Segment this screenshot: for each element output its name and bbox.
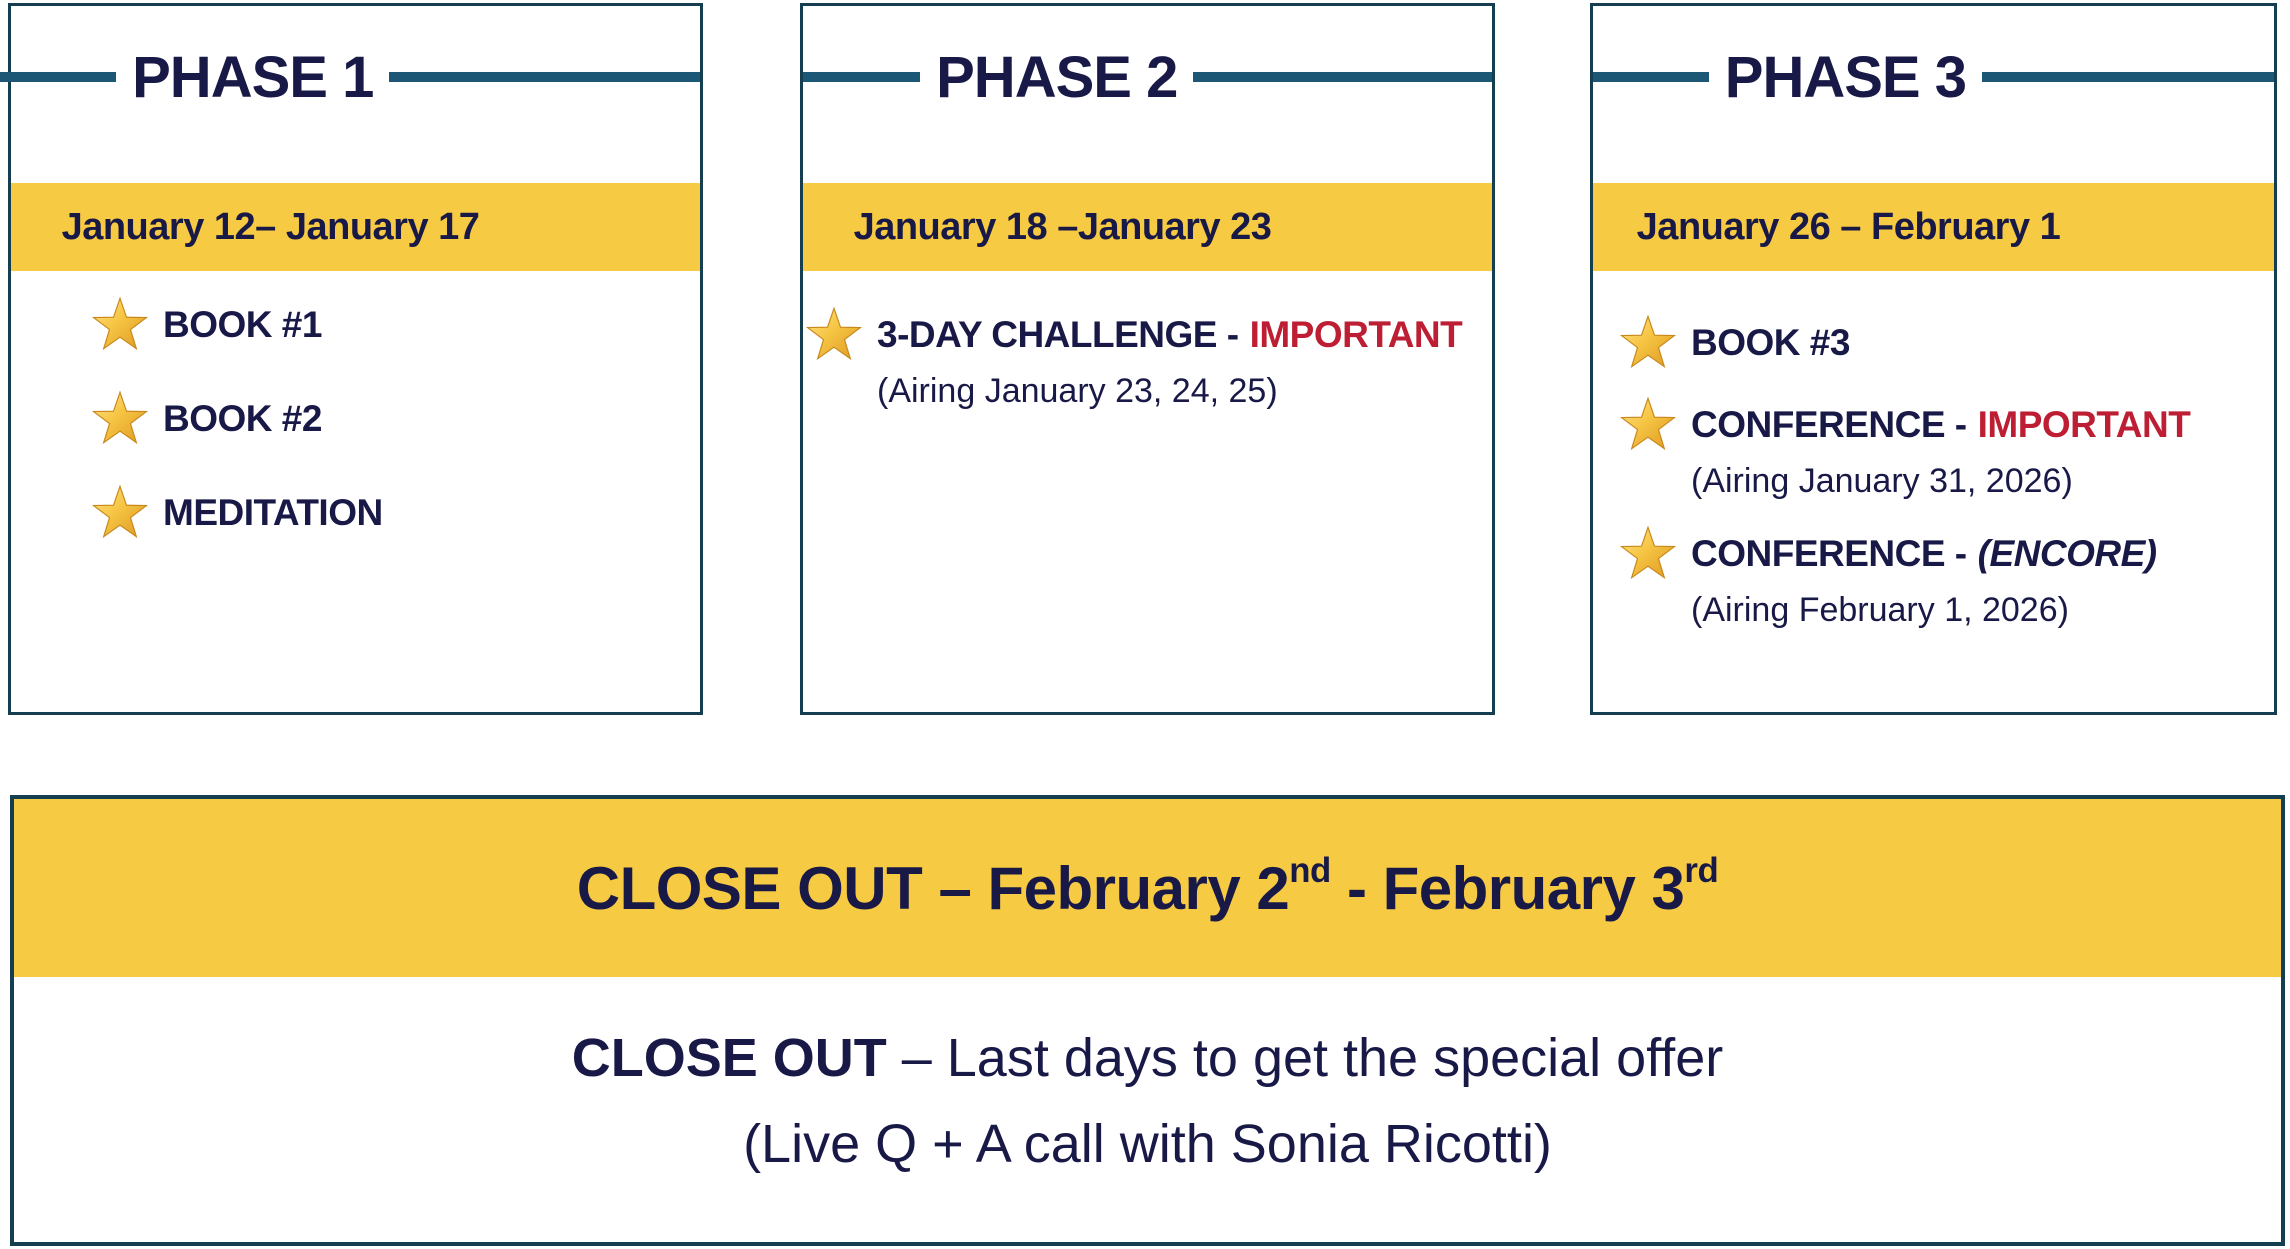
gold-star-icon <box>91 390 149 448</box>
title-line-right <box>1193 72 1492 82</box>
phase-3-title-row <box>1593 40 2274 114</box>
phase-2-card <box>800 3 1495 715</box>
item-airing-note: (Airing February 1, 2026) <box>1691 591 2069 629</box>
gold-star-icon <box>91 296 149 354</box>
title-line-left <box>803 72 920 82</box>
item-label: MEDITATION <box>163 492 383 533</box>
ordinal-suffix: rd <box>1684 851 1719 891</box>
closeout-description-bold: CLOSE OUT <box>571 1028 887 1088</box>
list-item <box>1619 314 2274 372</box>
phase-3-title: PHASE 3 <box>1724 44 1966 110</box>
phase-1-date-range: January 12– January 17 <box>61 205 480 248</box>
ordinal-suffix: nd <box>1289 851 1331 891</box>
title-line-right <box>1982 72 2274 82</box>
phase-2-title-row <box>803 40 1492 114</box>
phase-2-title: PHASE 2 <box>936 44 1178 110</box>
item-label: 3-DAY CHALLENGE - <box>877 314 1239 355</box>
phase-3-card <box>1590 3 2277 715</box>
phase-1-items <box>11 296 700 578</box>
list-item <box>1619 396 2274 501</box>
gold-star-icon <box>1619 396 1677 454</box>
gold-star-icon <box>1619 525 1677 583</box>
phase-3-items <box>1593 314 2274 654</box>
gold-star-icon <box>91 484 149 542</box>
phase-1-title-row <box>11 40 700 114</box>
item-label: BOOK #1 <box>163 304 322 345</box>
phase-3-date-range: January 26 – February 1 <box>1636 205 2061 248</box>
list-item <box>805 306 1492 411</box>
phase-1-title: PHASE 1 <box>132 44 374 110</box>
list-item <box>91 296 700 354</box>
gold-star-icon <box>1619 314 1677 372</box>
gold-star-icon <box>805 306 863 364</box>
item-airing-note: (Airing January 23, 24, 25) <box>877 372 1278 410</box>
phase-3-date-banner <box>1593 183 2274 271</box>
list-item <box>1619 525 2274 630</box>
phase-2-items <box>803 306 1492 421</box>
phase-1-card <box>8 3 703 715</box>
list-item <box>91 484 700 542</box>
list-item <box>91 390 700 448</box>
title-line-left <box>0 72 116 82</box>
closeout-section <box>10 795 2285 1246</box>
closeout-banner-text <box>576 851 1719 923</box>
item-airing-note: (Airing January 31, 2026) <box>1691 462 2073 500</box>
closeout-date-prefix: CLOSE OUT – February 2 <box>576 854 1290 922</box>
closeout-qa-note: (Live Q + A call with Sonia Ricotti) <box>743 1114 1552 1174</box>
item-highlight-important: IMPORTANT <box>1977 404 2191 445</box>
item-highlight-important: IMPORTANT <box>1249 314 1463 355</box>
item-label: BOOK #3 <box>1691 322 1850 363</box>
phase-2-date-range: January 18 –January 23 <box>853 205 1272 248</box>
closeout-date-middle: - February 3 <box>1330 854 1685 922</box>
item-label: CONFERENCE - <box>1691 404 1967 445</box>
item-encore-note: (ENCORE) <box>1977 533 2157 574</box>
phase-2-date-banner <box>803 183 1492 271</box>
closeout-banner <box>14 799 2281 977</box>
closeout-description <box>14 1027 2281 1089</box>
closeout-description-rest: – Last days to get the special offer <box>886 1028 1724 1088</box>
title-line-left <box>1593 72 1709 82</box>
item-label: CONFERENCE - <box>1691 533 1967 574</box>
title-line-right <box>389 72 700 82</box>
item-label: BOOK #2 <box>163 398 322 439</box>
phase-1-date-banner <box>11 183 700 271</box>
